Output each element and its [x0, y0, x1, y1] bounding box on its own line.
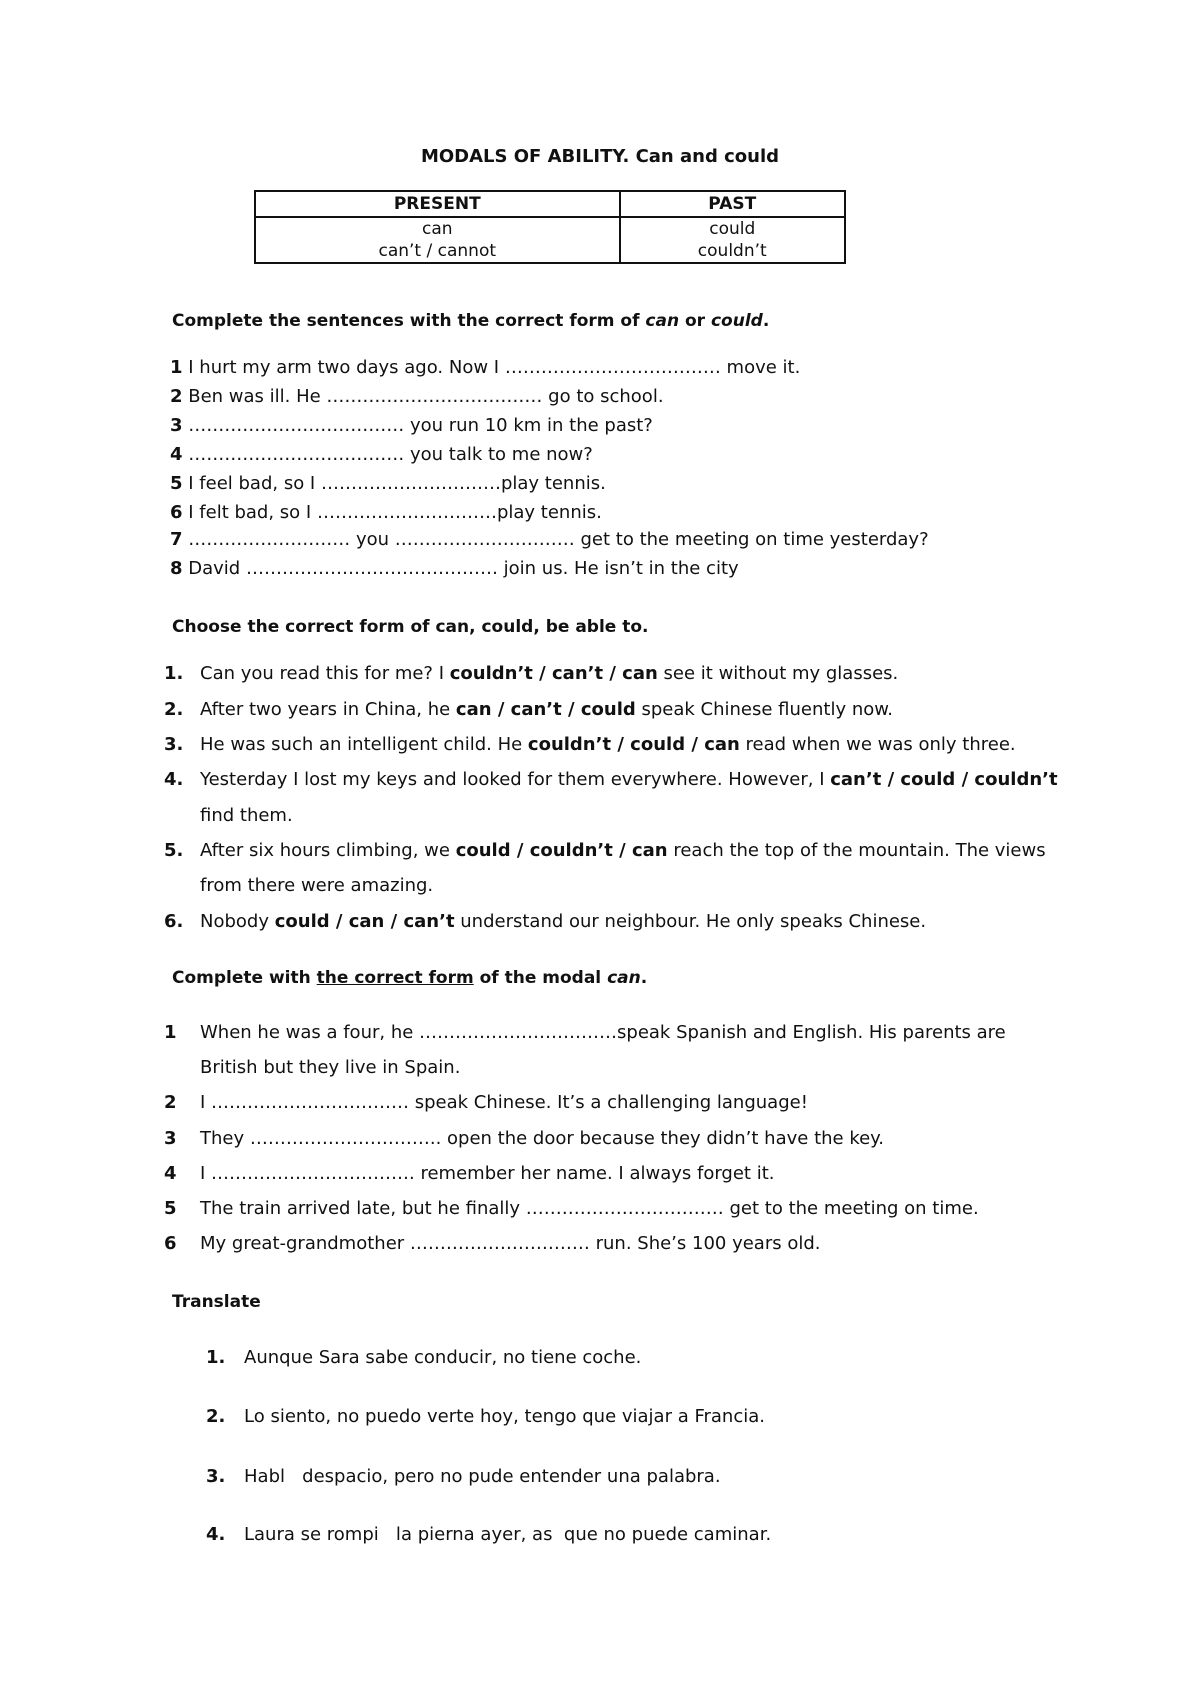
list-item: [170, 558, 739, 580]
list-item: [170, 529, 929, 551]
list-item: [164, 1198, 979, 1220]
section4-heading: Translate: [172, 1292, 261, 1312]
section1-heading-period: .: [762, 311, 770, 331]
section3-heading: [172, 967, 647, 989]
item-text: Habl despacio, pero no pude entender una palabra.: [244, 1466, 721, 1487]
list-item: [170, 473, 606, 495]
table-cell-present: [255, 217, 620, 263]
list-item: [164, 699, 893, 721]
item-continuation: find them.: [200, 805, 293, 826]
item-number: 2: [164, 1092, 177, 1113]
item-text: I ……………………………. remember her name. I always forget it.: [200, 1163, 775, 1184]
item-number: 2: [170, 386, 183, 407]
item-continuation: from there were amazing.: [200, 875, 434, 896]
item-number: 1: [164, 1022, 177, 1043]
list-item: [206, 1466, 721, 1488]
item-number: 4.: [164, 769, 184, 790]
item-options: can’t / could / couldn’t: [830, 769, 1058, 790]
item-text: He was such an intelligent child. He: [200, 734, 528, 755]
list-item: [164, 734, 1016, 756]
item-number: 5: [164, 1198, 177, 1219]
item-number: 3: [170, 415, 183, 436]
item-text: Laura se rompi la pierna ayer, as que no puede caminar.: [244, 1524, 772, 1545]
list-item: [170, 386, 664, 408]
item-number: 4.: [206, 1524, 226, 1545]
list-item: [164, 1022, 1006, 1044]
past-affirmative: could: [709, 219, 756, 239]
list-item: [164, 840, 1046, 862]
item-number: 2.: [206, 1406, 226, 1427]
item-text: When he was a four, he ……………………………speak Spanish and English. His parents are: [200, 1022, 1006, 1043]
item-number: 3.: [206, 1466, 226, 1487]
present-affirmative: can: [421, 219, 453, 239]
item-number: 1.: [206, 1347, 226, 1368]
section3-heading-period: .: [640, 968, 648, 988]
item-options: couldn’t / could / can: [527, 734, 740, 755]
modals-table: [254, 190, 846, 264]
item-text: Can you read this for me? I: [200, 663, 450, 684]
item-options: can / can’t / could: [455, 699, 636, 720]
item-text: ……………………………… you talk to me now?: [182, 444, 593, 465]
item-text-end: read when we was only three.: [739, 734, 1016, 755]
list-item: [164, 911, 926, 933]
section1-heading-or: or: [679, 311, 711, 331]
list-item: [170, 444, 593, 466]
section3-heading-text: Complete with: [172, 968, 317, 988]
item-number: 5: [170, 473, 183, 494]
item-number: 6.: [164, 911, 184, 932]
item-text: ……………………… you ………………………… get to the meeting on time yesterday?: [182, 529, 929, 550]
list-item: [164, 663, 898, 685]
item-text: Nobody: [200, 911, 275, 932]
item-text: After six hours climbing, we: [200, 840, 456, 861]
list-item: [206, 1347, 641, 1369]
item-text: The train arrived late, but he finally …………………………… get to the meeting on time.: [200, 1198, 979, 1219]
item-text: I hurt my arm two days ago. Now I ……………………………… move it.: [182, 357, 801, 378]
item-number: 3: [164, 1128, 177, 1149]
section3-heading-modal: of the modal: [473, 968, 608, 988]
item-text-end: speak Chinese fluently now.: [635, 699, 894, 720]
section1-heading: [172, 310, 769, 332]
table-cell-past: [620, 217, 846, 263]
item-text: I feel bad, so I …………………………play tennis.: [182, 473, 606, 494]
list-item: [206, 1524, 771, 1546]
item-text: I felt bad, so I …………………………play tennis.: [182, 502, 602, 523]
item-options: couldn’t / can’t / can: [449, 663, 658, 684]
past-negative: couldn’t: [697, 241, 767, 261]
item-text-end: see it without my glasses.: [657, 663, 899, 684]
item-number: 7: [170, 529, 183, 550]
item-text: Aunque Sara sabe conducir, no tiene coche.: [244, 1347, 642, 1368]
section1-heading-could: could: [710, 311, 763, 331]
section3-heading-underlined: the correct form: [316, 968, 474, 988]
item-number: 4: [164, 1163, 177, 1184]
present-negative: can’t / cannot: [378, 241, 497, 261]
item-options: could / can / can’t: [274, 911, 455, 932]
table-header-present: PRESENT: [255, 191, 620, 217]
item-number: 4: [170, 444, 183, 465]
list-item: [164, 1092, 808, 1114]
list-item: [170, 502, 602, 524]
item-text: Yesterday I lost my keys and looked for them everywhere. However, I: [200, 769, 831, 790]
section3-heading-can: can: [607, 968, 641, 988]
list-item: [164, 769, 1058, 791]
section1-heading-can: can: [645, 311, 680, 331]
list-item: [164, 1163, 774, 1185]
page-title: MODALS OF ABILITY. Can and could: [420, 146, 780, 167]
section2-heading: Choose the correct form of can, could, be able to.: [172, 617, 649, 637]
item-continuation: British but they live in Spain.: [200, 1057, 461, 1078]
list-item: [164, 1128, 884, 1150]
list-item: [170, 357, 800, 379]
item-text: Ben was ill. He ……………………………… go to school.: [182, 386, 664, 407]
item-number: 8: [170, 558, 183, 579]
item-number: 2.: [164, 699, 184, 720]
item-text: My great-grandmother ………………………… run. She’s 100 years old.: [200, 1233, 821, 1254]
item-text: After two years in China, he: [200, 699, 456, 720]
section1-heading-text: Complete the sentences with the correct form of: [172, 311, 646, 331]
item-text-end: understand our neighbour. He only speaks Chinese.: [454, 911, 927, 932]
item-text: ……………………………… you run 10 km in the past?: [182, 415, 653, 436]
item-number: 1.: [164, 663, 184, 684]
item-number: 6: [170, 502, 183, 523]
item-text: I …………………………… speak Chinese. It’s a challenging language!: [200, 1092, 808, 1113]
item-text-end: reach the top of the mountain. The views: [667, 840, 1046, 861]
item-text: They ………………………….. open the door because they didn’t have the key.: [200, 1128, 884, 1149]
item-text: David …………………………………… join us. He isn’t in the city: [182, 558, 739, 579]
list-item: [206, 1406, 765, 1428]
list-item: [170, 415, 653, 437]
list-item: [164, 1233, 821, 1255]
table-header-past: PAST: [620, 191, 846, 217]
item-number: 1: [170, 357, 183, 378]
item-number: 6: [164, 1233, 177, 1254]
item-text: Lo siento, no puedo verte hoy, tengo que viajar a Francia.: [244, 1406, 765, 1427]
item-number: 5.: [164, 840, 184, 861]
item-options: could / couldn’t / can: [455, 840, 668, 861]
item-number: 3.: [164, 734, 184, 755]
